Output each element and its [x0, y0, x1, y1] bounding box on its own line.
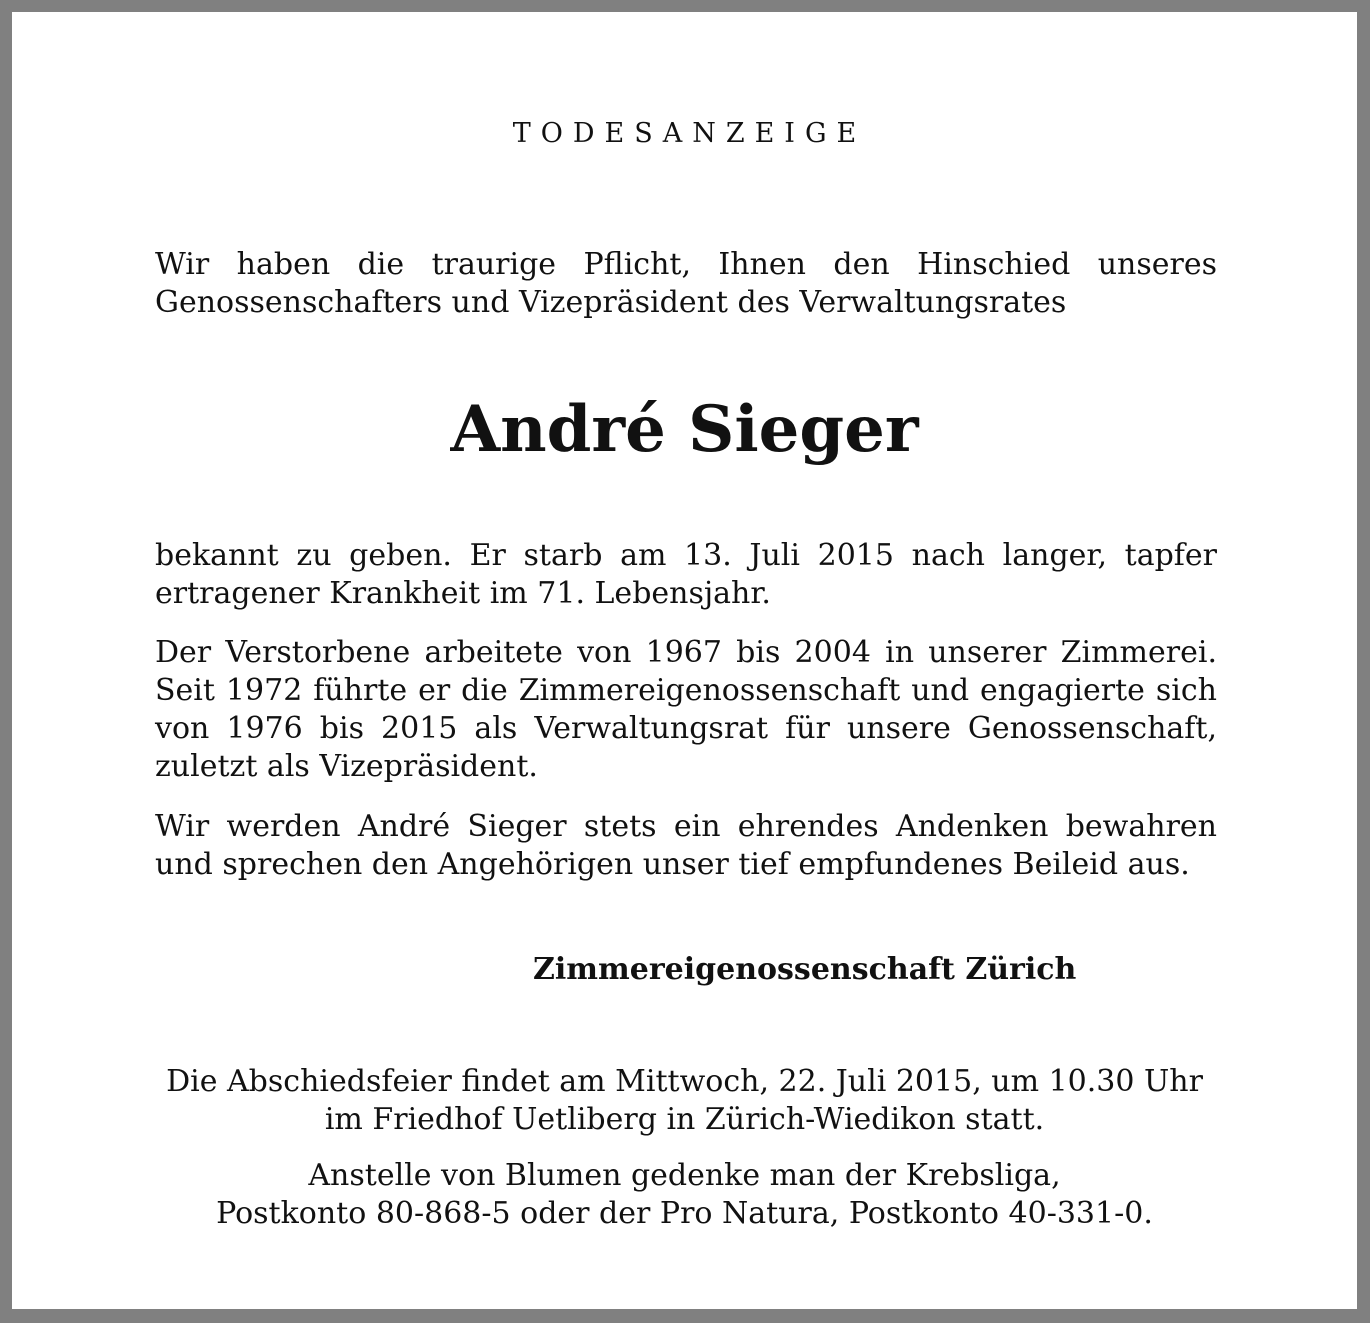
intro-text: Wir haben die traurige Pflicht, Ihnen den Hinschied unseres Genossenschafters und Vizepräsident des Verwaltungsrates: [155, 247, 1217, 320]
signature: Zimmereigenossenschaft Zürich: [533, 952, 1077, 987]
notice-heading: TODESANZEIGE: [512, 118, 867, 149]
donation-line-1: Anstelle von Blumen gedenke man der Krebsliga,: [308, 1158, 1061, 1193]
donation-line-2: Postkonto 80-868-5 oder der Pro Natura, Postkonto 40-331-0.: [216, 1196, 1153, 1231]
deceased-name: André Sieger: [450, 392, 919, 467]
announcement-paragraph: bekannt zu geben. Er starb am 13. Juli 2015 nach langer, tapfer ertragener Krankheit im 71. Lebensjahr.: [155, 538, 1217, 611]
announcement-block: [155, 537, 1217, 613]
biography-block: [155, 634, 1217, 786]
biography-paragraph: Der Verstorbene arbeitete von 1967 bis 2004 in unserer Zimmerei. Seit 1972 führte er die Zimmereigenossenschaft und engagierte sich von 1976 bis 2015 als Verwaltungsrat für unsere Genossenschaft, zuletzt als Vizepräsident.: [155, 635, 1217, 784]
donation-info: [12, 1157, 1357, 1233]
obituary-page: [12, 12, 1357, 1309]
condolence-paragraph: Wir werden André Sieger stets ein ehrendes Andenken bewahren und sprechen den Angehörigen unser tief empfundenes Beileid aus.: [155, 809, 1217, 882]
intro-block: [155, 246, 1217, 322]
ceremony-info: [12, 1063, 1357, 1139]
ceremony-line-2: im Friedhof Uetliberg in Zürich-Wiedikon statt.: [324, 1102, 1045, 1137]
condolence-block: [155, 808, 1217, 884]
ceremony-line-1: Die Abschiedsfeier findet am Mittwoch, 22. Juli 2015, um 10.30 Uhr: [166, 1064, 1203, 1099]
